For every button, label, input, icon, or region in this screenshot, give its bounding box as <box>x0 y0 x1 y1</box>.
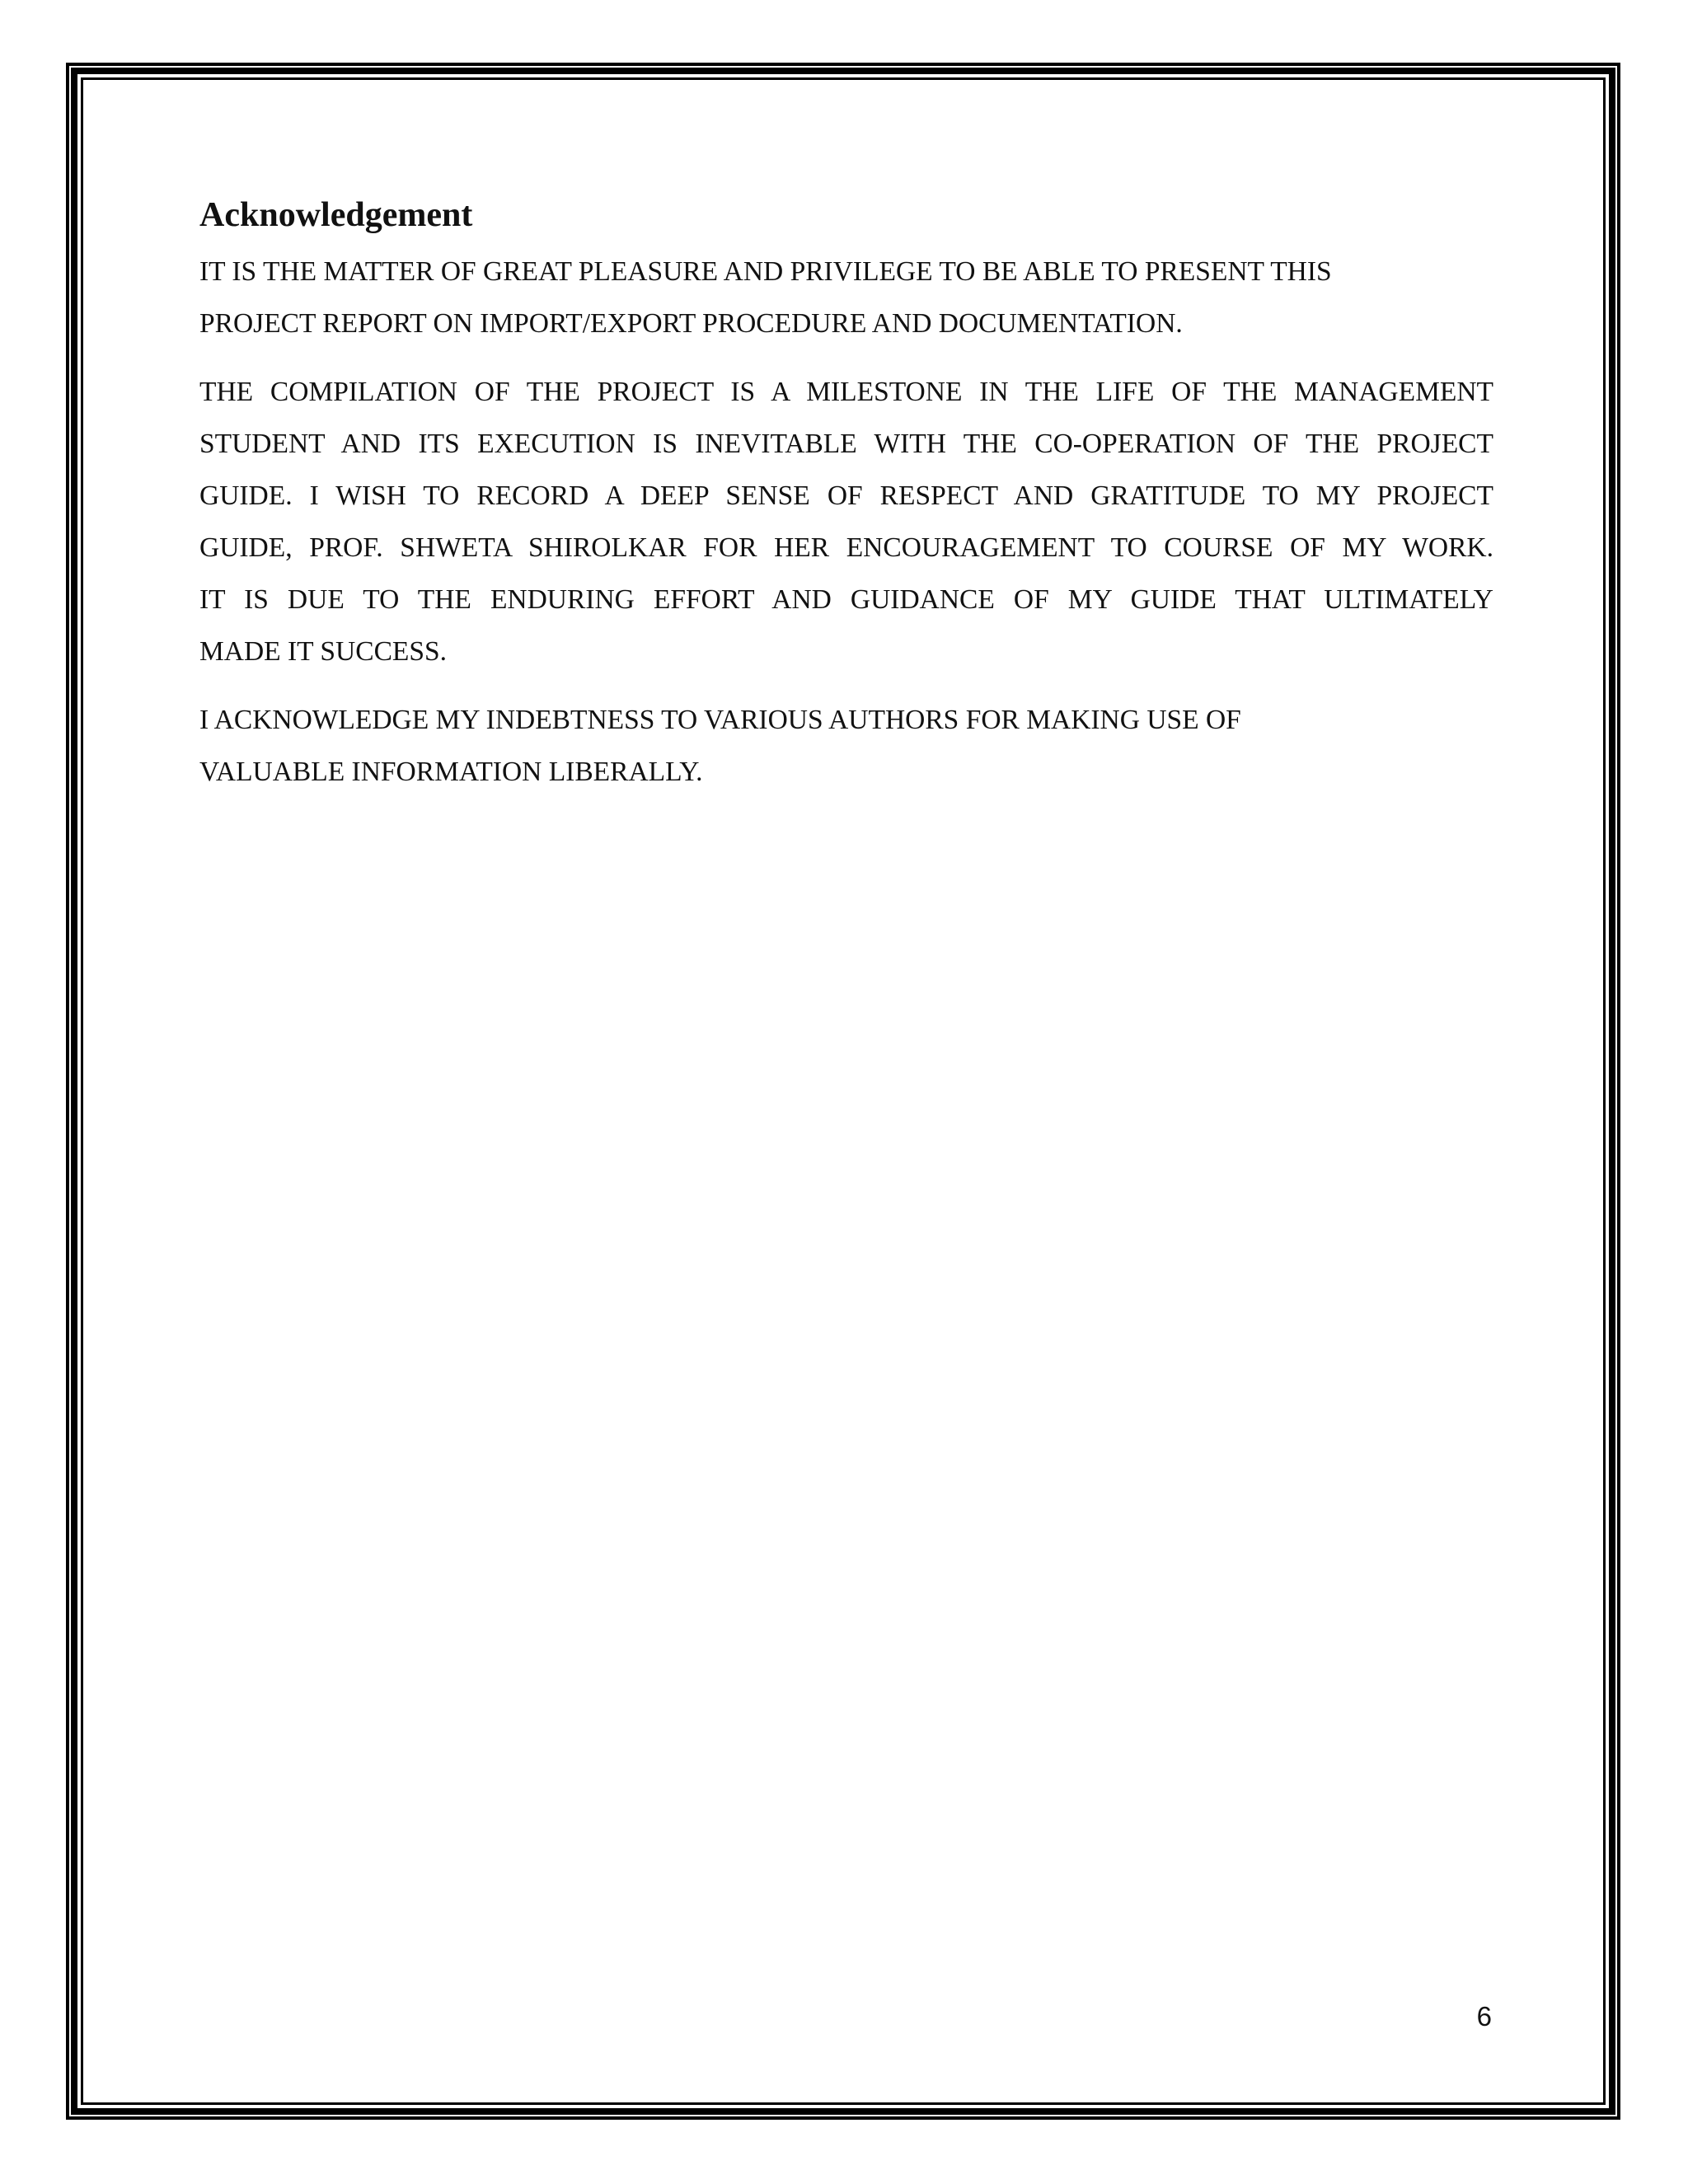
document-body <box>199 194 1493 814</box>
paragraph-line: VALUABLE INFORMATION LIBERALLY. <box>199 757 703 788</box>
paragraph-line: IT IS DUE TO THE ENDURING EFFORT AND GUIDANCE OF MY GUIDE THAT ULTIMATELY <box>199 584 1493 616</box>
paragraph-line: GUIDE. I WISH TO RECORD A DEEP SENSE OF RESPECT AND GRATITUDE TO MY PROJECT <box>199 480 1493 512</box>
paragraph-line: IT IS THE MATTER OF GREAT PLEASURE AND PRIVILEGE TO BE ABLE TO PRESENT THIS <box>199 256 1332 288</box>
page-title: Acknowledgement <box>199 196 473 234</box>
paragraph-line: MADE IT SUCCESS. <box>199 636 448 668</box>
paragraph-line: THE COMPILATION OF THE PROJECT IS A MILESTONE IN THE LIFE OF THE MANAGEMENT <box>199 377 1493 408</box>
paragraph-line: I ACKNOWLEDGE MY INDEBTNESS TO VARIOUS AUTHORS FOR MAKING USE OF <box>199 705 1241 736</box>
paragraph-intro <box>199 246 1493 349</box>
page-number: 6 <box>1476 2001 1492 2032</box>
paragraph-line: GUIDE, PROF. SHWETA SHIROLKAR FOR HER ENCOURAGEMENT TO COURSE OF MY WORK. <box>199 532 1493 564</box>
paragraph-line: STUDENT AND ITS EXECUTION IS INEVITABLE WITH THE CO-OPERATION OF THE PROJECT <box>199 429 1493 460</box>
paragraph-compilation <box>199 366 1493 677</box>
paragraph-authors <box>199 694 1493 798</box>
paragraph-line: PROJECT REPORT ON IMPORT/EXPORT PROCEDURE AND DOCUMENTATION. <box>199 308 1183 340</box>
